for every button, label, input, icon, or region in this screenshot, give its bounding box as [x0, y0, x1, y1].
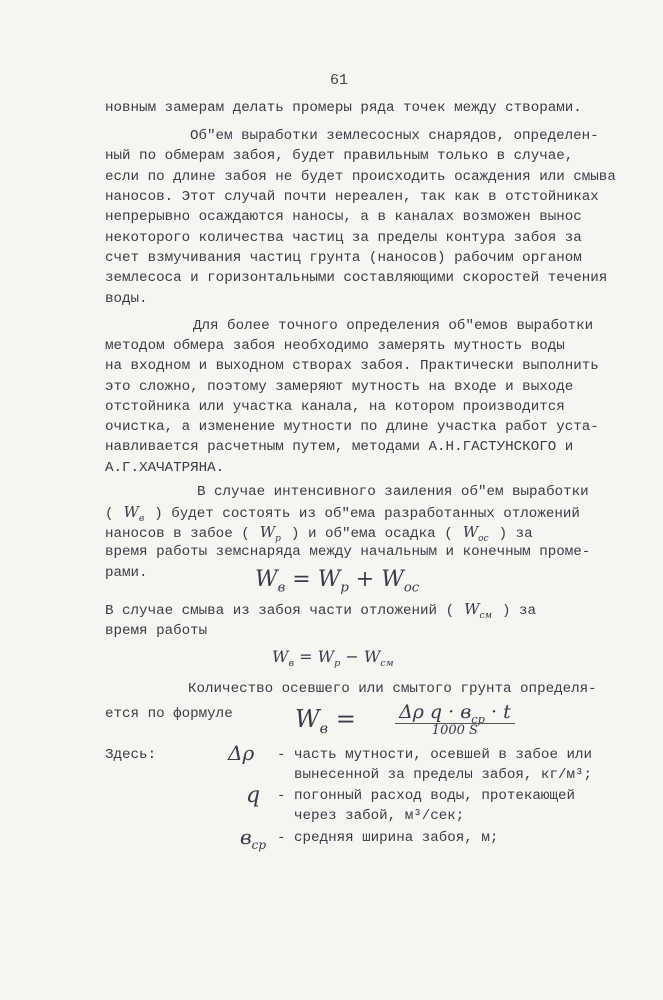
- symbol-wv: $W_в$: [123, 503, 145, 524]
- text-line: время работы земснаряда между начальным и конечным проме-: [105, 544, 591, 560]
- text-line: А.Г.ХАЧАТРЯНА.: [105, 460, 225, 476]
- legend-text: через забой, м³/сек;: [277, 808, 465, 824]
- text-line: ется по формуле: [105, 706, 233, 722]
- text-line: воды.: [105, 291, 148, 307]
- text-line: В случае смыва из забоя части отложений ( $W_{см}$ ) за: [105, 600, 537, 621]
- text-line: В случае интенсивного заиления об"ем выработки: [197, 484, 589, 500]
- legend-text: - погонный расход воды, протекающей: [277, 788, 575, 804]
- text-line: некоторого количества частиц за пределы контура забоя за: [105, 230, 582, 246]
- page-number: 61: [330, 72, 349, 89]
- text-line: это сложно, поэтому замеряют мутность на входе и выходе: [105, 379, 574, 395]
- text-line: наносов. Этот случай почти нереален, так как в отстойниках: [105, 189, 599, 205]
- formula-1: $W_в = W_р + W_{ос}$: [255, 567, 420, 596]
- formula-3-lhs: $W_в$ =: [295, 705, 364, 737]
- symbol-wr: $W_р$: [259, 523, 281, 544]
- legend-text: - часть мутности, осевшей в забое или: [277, 747, 593, 763]
- text-line: рами.: [105, 565, 148, 581]
- text-line: Количество осевшего или смытого грунта определя-: [188, 681, 597, 697]
- text-line: отстойника или участка канала, на котором производится: [105, 399, 565, 415]
- formula-2: $W_в = W_р - W_{см}$: [272, 647, 394, 670]
- text-line: если по длине забоя не будет происходить осаждения или смыва: [105, 169, 616, 185]
- legend-label: Здесь:: [105, 747, 157, 763]
- text-line: непрерывно осаждаются наносы, а в каналах возможен вынос: [105, 209, 582, 225]
- text-line: Об"ем выработки землесосных снарядов, определен-: [190, 128, 599, 144]
- text-line: методом обмера забоя необходимо замерять мутность воды: [105, 338, 565, 354]
- symbol-woc: $W_{ос}$: [462, 523, 489, 544]
- legend-text: вынесенной за пределы забоя, кг/м³;: [277, 767, 593, 783]
- text-line: наносов в забое ( $W_р$ ) и об"ема осадка ( $W_{ос}$ ) за: [105, 523, 533, 544]
- text-line: землесоса и горизонтальными составляющими скоростей течения: [105, 270, 608, 286]
- text-line: очистка, а изменение мутности по длине участка работ уста-: [105, 419, 599, 435]
- text-line: новным замерам делать промеры ряда точек между створами.: [105, 100, 582, 116]
- legend-text: - средняя ширина забоя, м;: [277, 830, 499, 846]
- symbol-wsm: $W_{см}$: [464, 600, 493, 621]
- text-line: ный по обмерам забоя, будет правильным только в случае,: [105, 148, 574, 164]
- fraction-numerator: Δρ $q \cdot в_{ср} \cdot t$: [395, 702, 515, 724]
- fraction-denominator: 1000 S: [431, 722, 478, 738]
- symbol-q: q: [246, 783, 261, 808]
- symbol-delta-rho: Δρ: [228, 741, 255, 765]
- formula-3-fraction: [395, 702, 515, 738]
- text-line: счет взмучивания частиц грунта (наносов) рабочим органом: [105, 250, 582, 266]
- text-line: время работы: [105, 623, 208, 639]
- text-line: навливается расчетным путем, методами А.Н.ГАСТУНСКОГО и: [105, 439, 574, 455]
- symbol-b-sr: $в_{ср}$: [240, 825, 267, 852]
- text-line: Для более точного определения об"емов выработки: [193, 318, 594, 334]
- text-line: на входном и выходном створах забоя. Практически выполнить: [105, 358, 599, 374]
- text-line: ( $W_в$ ) будет состоять из об"ема разработанных отложений: [105, 503, 580, 524]
